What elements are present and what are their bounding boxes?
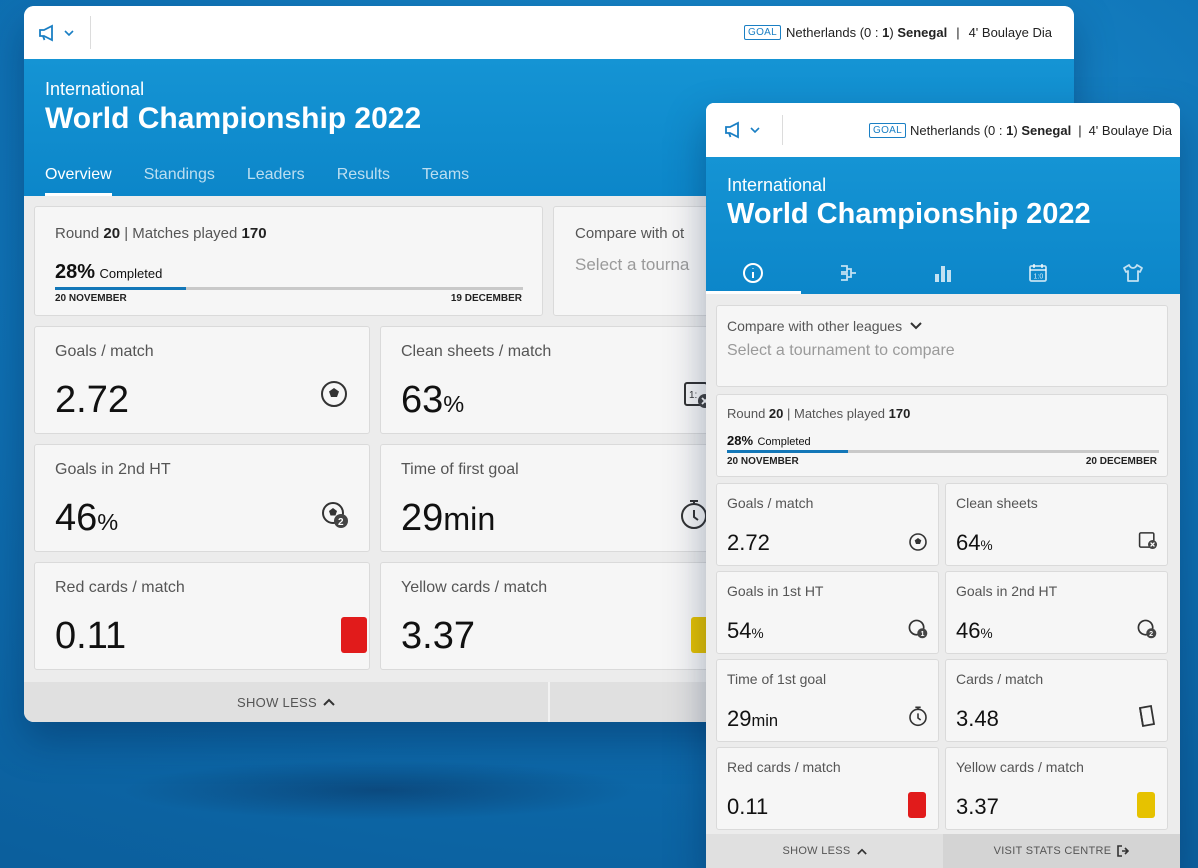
chevron-down-icon [64,30,74,36]
svg-text:1:: 1: [689,390,698,401]
stat-number: 3.37 [956,794,999,819]
progress-end-date: 19 DECEMBER [450,293,522,304]
stat-value [956,530,993,556]
stat-label: Time of 1st goal [727,671,827,687]
stat-unit: min [443,501,496,537]
tab-bracket[interactable] [801,254,896,294]
competition-title: World Championship 2022 [45,102,422,135]
round-label: Round [727,406,769,421]
chevron-up-icon [323,698,335,706]
tab-label: Standings [143,166,215,183]
round-progress-card [34,206,543,316]
progress-bar [727,450,1159,453]
stat-number: 63 [401,379,444,421]
stat-label: Goals / match [727,495,814,511]
round-info [55,225,267,242]
ticker-scorer: 4' Boulaye Dia [968,25,1052,40]
round-info [727,406,910,421]
red-card-icon [341,617,367,653]
stat-unit: % [97,509,119,535]
mobile-header [706,157,1180,294]
percent-value: 28% [727,433,754,448]
stat-yellow-cards [380,562,716,670]
stat-number: 2.72 [727,530,770,555]
stat-number: 29 [401,497,444,539]
stat-value [55,379,129,422]
stat-number: 54 [727,618,752,643]
stat-label: Cards / match [956,671,1044,687]
stat-value [727,618,764,644]
ticker-text: ) [889,25,894,40]
ball-icon [319,379,349,409]
stat-unit: % [980,538,993,553]
bracket-icon [837,262,859,284]
show-less-label: SHOW LESS [237,694,317,710]
svg-text:1:0: 1:0 [1033,273,1044,280]
red-card-icon [908,792,926,818]
stat-number: 46 [55,497,98,539]
tab-overview[interactable] [45,166,112,196]
ball-1-icon [908,619,928,639]
progress-percent [55,261,162,284]
ticker-team: Senegal [897,25,948,40]
stat-label: Yellow cards / match [401,579,548,596]
compare-label: Compare with other leagues [727,318,903,334]
progress-fill [55,287,186,290]
tab-label: Leaders [246,166,305,183]
ticker-text: Netherlands (0 : [786,25,883,40]
chevron-down-icon [750,127,760,133]
announcement-dropdown[interactable] [38,24,90,42]
compare-dropdown[interactable] [716,305,1168,387]
stat-time-first-goal [380,444,716,552]
progress-start-date: 20 NOVEMBER [727,456,799,467]
progress-percent [727,432,811,450]
ball-2-icon [321,501,349,529]
stat-label: Red cards / match [727,759,841,775]
stopwatch-icon [679,497,709,531]
stat-number: 64 [956,530,981,555]
round-number: 20 [768,406,784,421]
stat-number: 2.72 [55,379,129,421]
ball-2-icon [1137,619,1157,639]
live-ticker[interactable] [869,123,1172,138]
show-less-button[interactable] [24,682,548,722]
progress-start-date: 20 NOVEMBER [55,293,127,304]
competition-kicker: International [45,79,145,99]
desktop-tabs [45,166,469,196]
stat-red-cards [716,747,939,830]
visit-label: VISIT STATS CENTRE [993,845,1112,857]
ticker-team: Senegal [1021,122,1072,138]
stat-value [727,530,770,556]
round-number: 20 [103,225,121,242]
stat-value [956,794,999,820]
ticker-text: Netherlands (0 : [910,122,1007,138]
percent-label: Completed [757,436,811,448]
stat-value [727,706,778,732]
compare-label: Compare with ot [575,225,685,242]
stat-number: 0.11 [55,615,127,657]
stat-clean-sheets [945,483,1168,566]
competition-title: World Championship 2022 [727,198,1091,230]
stat-number: 29 [727,706,752,731]
competition-kicker: International [727,175,827,195]
stopwatch-icon [908,704,928,728]
matches-number: 170 [888,406,911,421]
ticker-separator: | [956,25,960,40]
chevron-up-icon [857,848,867,855]
tab-info[interactable] [706,254,801,294]
stat-value [55,615,126,658]
chevron-down-icon [910,322,922,330]
jersey-icon [1122,262,1144,284]
stat-yellow-cards [945,747,1168,830]
show-less-label: SHOW LESS [782,845,851,857]
yellow-card-icon [1137,792,1155,818]
ticker-text: ) [1013,122,1018,138]
stat-label: Goals in 2nd HT [956,583,1058,599]
megaphone-icon [724,121,744,139]
matches-label: | Matches played [120,225,242,242]
stat-cards-per-match [945,659,1168,742]
desktop-topbar [24,6,1074,59]
shadow-glow [120,760,640,820]
stat-value [401,379,464,422]
svg-text:1: 1 [920,630,925,639]
external-link-icon [1117,845,1129,857]
round-progress-card [716,394,1168,477]
progress-end-date: 20 DECEMBER [1085,456,1157,467]
stat-goals-per-match [34,326,370,434]
ticker-score: 1 [882,25,890,40]
mobile-icon-tabs [706,254,1180,294]
live-ticker[interactable] [744,25,1052,40]
stat-label: Red cards / match [55,579,185,596]
tab-label: Results [336,166,391,183]
percent-label: Completed [99,266,163,281]
tab-results[interactable] [990,254,1085,294]
stat-label: Goals / match [55,343,154,360]
stat-value [956,706,999,732]
ticker-score: 1 [1006,122,1014,138]
bar-chart-icon [932,262,954,284]
stat-label: Goals in 2nd HT [55,461,171,478]
tab-results[interactable] [337,166,390,196]
stat-number: 3.37 [401,615,475,657]
goal-tag: GOAL [869,123,906,138]
tab-leaders[interactable] [247,166,305,196]
stat-label: Time of first goal [401,461,519,478]
ball-icon [908,532,928,552]
stat-value [55,497,118,540]
stat-time-1st-goal [716,659,939,742]
stat-goals-2nd-ht [945,571,1168,654]
stat-clean-sheets [380,326,716,434]
stat-unit: min [751,712,779,730]
svg-text:2: 2 [338,517,344,528]
compare-label-row [727,318,922,334]
desktop-footer-divider [548,682,550,722]
stat-number: 3.48 [956,706,999,731]
stat-goals-2nd-ht [34,444,370,552]
divider [90,16,91,49]
divider [782,115,783,145]
tab-leaders[interactable] [896,254,991,294]
tab-teams[interactable] [1085,254,1180,294]
stat-unit: % [443,391,465,417]
progress-fill [727,450,848,453]
info-icon [742,262,764,284]
round-label: Round [55,225,104,242]
matches-label: | Matches played [783,406,889,421]
tab-label: Teams [422,166,470,183]
visit-stats-centre-button[interactable] [943,834,1180,868]
tab-standings[interactable] [144,166,215,196]
goal-tag: GOAL [744,25,781,40]
stat-value [727,794,768,820]
stat-unit: % [751,626,764,641]
tab-teams[interactable] [422,166,469,196]
ticker-scorer: 4' Boulaye Dia [1088,122,1172,138]
mobile-widget [706,103,1180,868]
megaphone-icon [38,24,58,42]
stat-goals-per-match [716,483,939,566]
stat-value [401,615,475,658]
stat-red-cards [34,562,370,670]
percent-value: 28% [55,261,96,283]
stat-value [956,618,993,644]
ticker-separator: | [1078,122,1082,138]
compare-placeholder: Select a tournament to compare [727,342,955,359]
show-less-button[interactable] [706,834,943,868]
stat-label: Clean sheets [956,495,1038,511]
mobile-topbar [706,103,1180,157]
scoreboard-icon [1027,262,1049,284]
matches-number: 170 [241,225,267,242]
stat-number: 0.11 [727,794,769,819]
stat-value [401,497,495,540]
progress-bar [55,287,523,290]
stat-goals-1st-ht [716,571,939,654]
compare-placeholder: Select a tourna [575,255,690,274]
clean-sheet-icon [1137,529,1159,551]
tab-label: Overview [45,166,112,183]
card-outline-icon [1137,704,1157,728]
announcement-dropdown[interactable] [724,121,782,139]
stat-label: Clean sheets / match [401,343,552,360]
stat-label: Goals in 1st HT [727,583,824,599]
stat-number: 46 [956,618,981,643]
stat-unit: % [980,626,993,641]
svg-text:2: 2 [1149,630,1154,639]
stat-label: Yellow cards / match [956,759,1084,775]
